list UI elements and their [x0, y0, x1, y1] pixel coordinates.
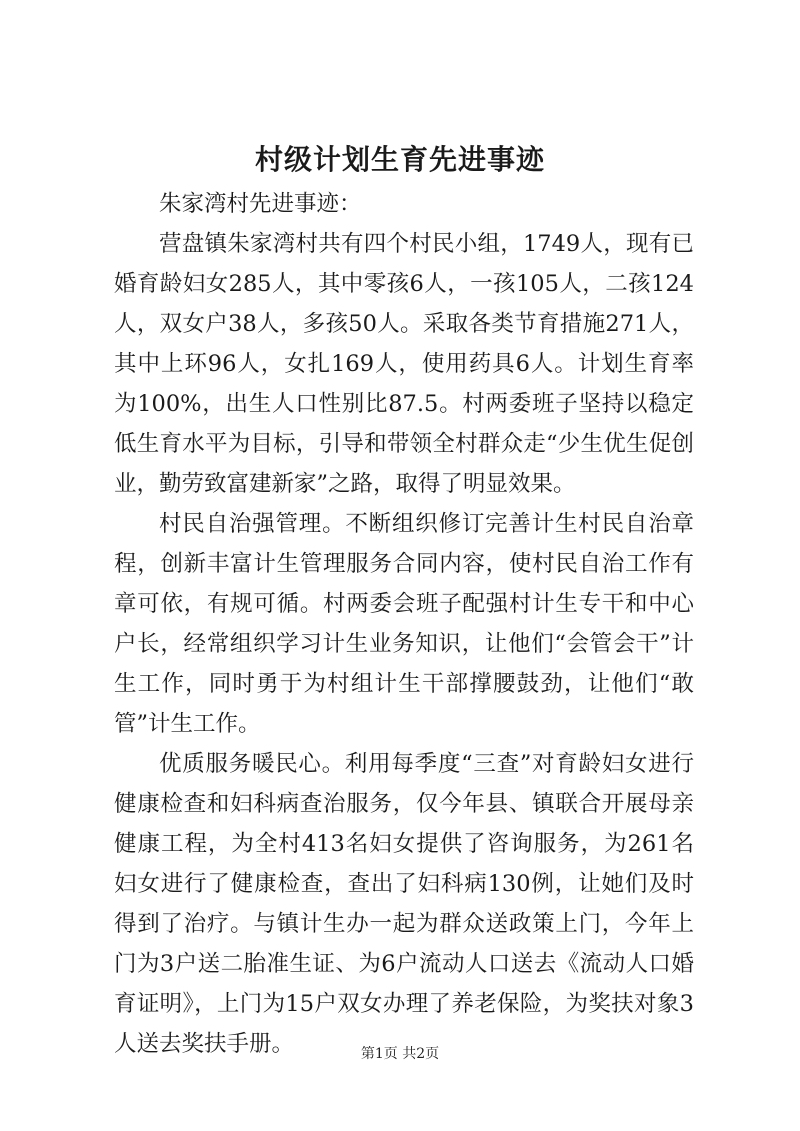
document-title: 村级计划生育先进事迹 — [254, 143, 545, 176]
page-number-footer: 第1页 共2页 — [360, 1046, 440, 1062]
paragraph-heading: 朱家湾村先进事迹： — [159, 191, 362, 217]
paragraph: 优质服务暖民心。利用每季度“三查”对育龄妇女进行健康检查和妇科病查治服务，仅今年县、镇联合开展母亲健康工程，为全村413名妇女提供了咨询服务，为261名妇女进行了健康检查，查出了妇科病130例，让她们及时得到了治疗。与镇计生办一起为群众送政策上门，今年上门为3户送二胎准生证、为6户流动人口送去《流动人口婚育证明》，上门为15户双女办理了养老保险，为奖扶对象3人送去奖扶手册。 — [114, 751, 694, 1057]
document-body — [114, 184, 694, 1064]
paragraph: 村民自治强管理。不断组织修订完善计生村民自治章程，创新丰富计生管理服务合同内容，使村民自治工作有章可依，有规可循。村两委会班子配强村计生专干和中心户长，经常组织学习计生业务知识，让他们“会管会干”计生工作，同时勇于为村组计生干部撑腰鼓劲，让他们“敢管”计生工作。 — [114, 511, 694, 737]
paragraph: 营盘镇朱家湾村共有四个村民小组，1749人，现有已婚育龄妇女285人，其中零孩6人，一孩105人，二孩124人，双女户38人，多孩50人。采取各类节育措施271人，其中上环96人，女扎169人，使用药具6人。计划生育率为100%，出生人口性别比87.5。村两委班子坚持以稳定低生育水平为目标，引导和带领全村群众走“少生优生促创业，勤劳致富建新家”之路，取得了明显效果。 — [114, 231, 694, 497]
